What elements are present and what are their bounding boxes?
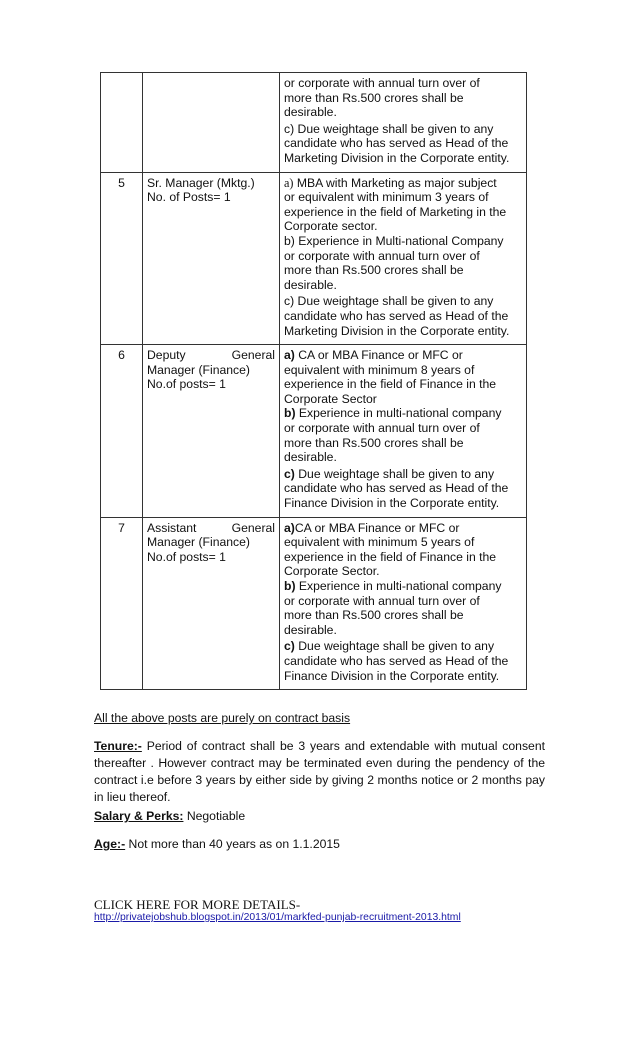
qualification-line: Experience in multi-national company <box>298 406 502 421</box>
qualification-line: experience in the field of Marketing in the <box>284 204 507 219</box>
qualification-line: Due weightage shall be given to any <box>297 121 494 136</box>
posts-table <box>100 72 527 690</box>
qualification-line: or corporate with annual turn over of <box>284 593 480 608</box>
item-label: b) <box>284 233 295 248</box>
salary-paragraph <box>94 808 545 825</box>
post-cell <box>143 172 280 345</box>
item-label: c) <box>284 466 295 481</box>
qualification-line: MBA with Marketing as major subject <box>296 175 497 190</box>
post-count: No. of Posts= 1 <box>147 190 231 205</box>
post-cell <box>143 345 280 518</box>
qualification-line: equivalent with minimum 8 years of <box>284 362 475 377</box>
qualification-line: experience in the field of Finance in the <box>284 549 497 564</box>
post-count: No.of posts= 1 <box>147 377 226 392</box>
table-row <box>101 517 527 690</box>
post-title: Sr. Manager (Mktg.) <box>147 175 255 190</box>
age-label: Age:- <box>94 837 126 851</box>
qualification-line: Marketing Division in the Corporate entity. <box>284 323 510 338</box>
details-link[interactable]: http://privatejobshub.blogspot.in/2013/01/markfed-punjab-recruitment-2013.html <box>94 912 461 923</box>
serial-cell: 5 <box>101 172 143 345</box>
qualification-line: or corporate with annual turn over of <box>284 76 480 90</box>
qualification-line: Corporate sector. <box>284 219 378 234</box>
contract-note: All the above posts are purely on contract basis <box>94 711 351 725</box>
salary-label: Salary & Perks: <box>94 809 184 823</box>
qualification-line: CA or MBA Finance or MFC or <box>294 520 460 535</box>
post-title-word: General <box>231 348 275 363</box>
more-details-text: CLICK HERE FOR MORE DETAILS- <box>94 897 301 912</box>
qualification-cell <box>280 345 527 518</box>
qualification-line: more than Rs.500 crores shall be <box>284 608 464 623</box>
qualification-cell <box>280 172 527 345</box>
qualification-line: or corporate with annual turn over of <box>284 421 480 436</box>
qualification-line: candidate who has served as Head of the <box>284 481 509 496</box>
post-title: Manager (Finance) <box>147 535 250 550</box>
item-label: b) <box>284 406 296 421</box>
qualification-line: or corporate with annual turn over of <box>284 248 480 263</box>
qualification-line: Due weightage shall be given to any <box>298 639 495 654</box>
qualification-line: Due weightage shall be given to any <box>297 294 494 309</box>
qualification-line: experience in the field of Finance in the <box>284 377 497 392</box>
qualification-line: Experience in multi-national company <box>298 579 502 593</box>
qualification-cell <box>280 73 527 173</box>
qualification-line: more than Rs.500 crores shall be <box>284 435 464 450</box>
item-label: c) <box>284 639 295 654</box>
age-text: Not more than 40 years as on 1.1.2015 <box>125 837 340 851</box>
qualification-line: desirable. <box>284 277 337 292</box>
qualification-line: Due weightage shall be given to any <box>298 466 495 481</box>
qualification-line: more than Rs.500 crores shall be <box>284 90 464 105</box>
qualification-line: candidate who has served as Head of the <box>284 136 509 151</box>
serial-cell: 7 <box>101 517 143 690</box>
tenure-paragraph <box>94 738 545 806</box>
qualification-line: desirable. <box>284 622 337 637</box>
item-label: a) <box>284 175 294 190</box>
qualification-line: candidate who has served as Head of the <box>284 308 509 323</box>
item-label: a) <box>284 348 295 363</box>
qualification-line: equivalent with minimum 5 years of <box>284 535 475 550</box>
post-title: Manager (Finance) <box>147 362 250 377</box>
qualification-line: candidate who has served as Head of the <box>284 653 509 668</box>
table-row <box>101 345 527 518</box>
tenure-label: Tenure:- <box>94 739 142 753</box>
qualification-line: Finance Division in the Corporate entity. <box>284 496 500 511</box>
table-row <box>101 172 527 345</box>
age-paragraph <box>94 836 545 853</box>
post-cell <box>143 73 280 173</box>
serial-cell: 6 <box>101 345 143 518</box>
serial-cell <box>101 73 143 173</box>
post-title-word: Assistant <box>147 520 197 535</box>
qualification-line: Corporate Sector <box>284 391 377 406</box>
item-label: b) <box>284 579 296 593</box>
qualification-cell <box>280 517 527 690</box>
post-count: No.of posts= 1 <box>147 549 226 564</box>
qualification-line: Marketing Division in the Corporate entity. <box>284 150 510 165</box>
table-row <box>101 73 527 173</box>
qualification-line: CA or MBA Finance or MFC or <box>298 348 463 363</box>
item-label: c) <box>284 121 295 136</box>
item-label: c) <box>284 294 295 309</box>
qualification-line: more than Rs.500 crores shall be <box>284 263 464 278</box>
qualification-line: Corporate Sector. <box>284 564 380 579</box>
item-label: a) <box>284 520 295 535</box>
qualification-line: desirable. <box>284 450 337 465</box>
qualification-line: Experience in Multi-national Company <box>298 233 504 248</box>
qualification-line: Finance Division in the Corporate entity. <box>284 668 500 683</box>
post-title-word: General <box>231 520 275 535</box>
qualification-line: desirable. <box>284 105 337 120</box>
tenure-text: Period of contract shall be 3 years and extendable with mutual consent thereafter . However contract may be terminated even during the pendency of the contract i.e before 3 years by either side by giving 2 months notice or 2 months pay in lieu thereof. <box>94 739 545 804</box>
qualification-line: or equivalent with minimum 3 years of <box>284 190 489 205</box>
salary-text: Negotiable <box>183 809 246 823</box>
post-title-word: Deputy <box>147 348 186 363</box>
post-cell <box>143 517 280 690</box>
